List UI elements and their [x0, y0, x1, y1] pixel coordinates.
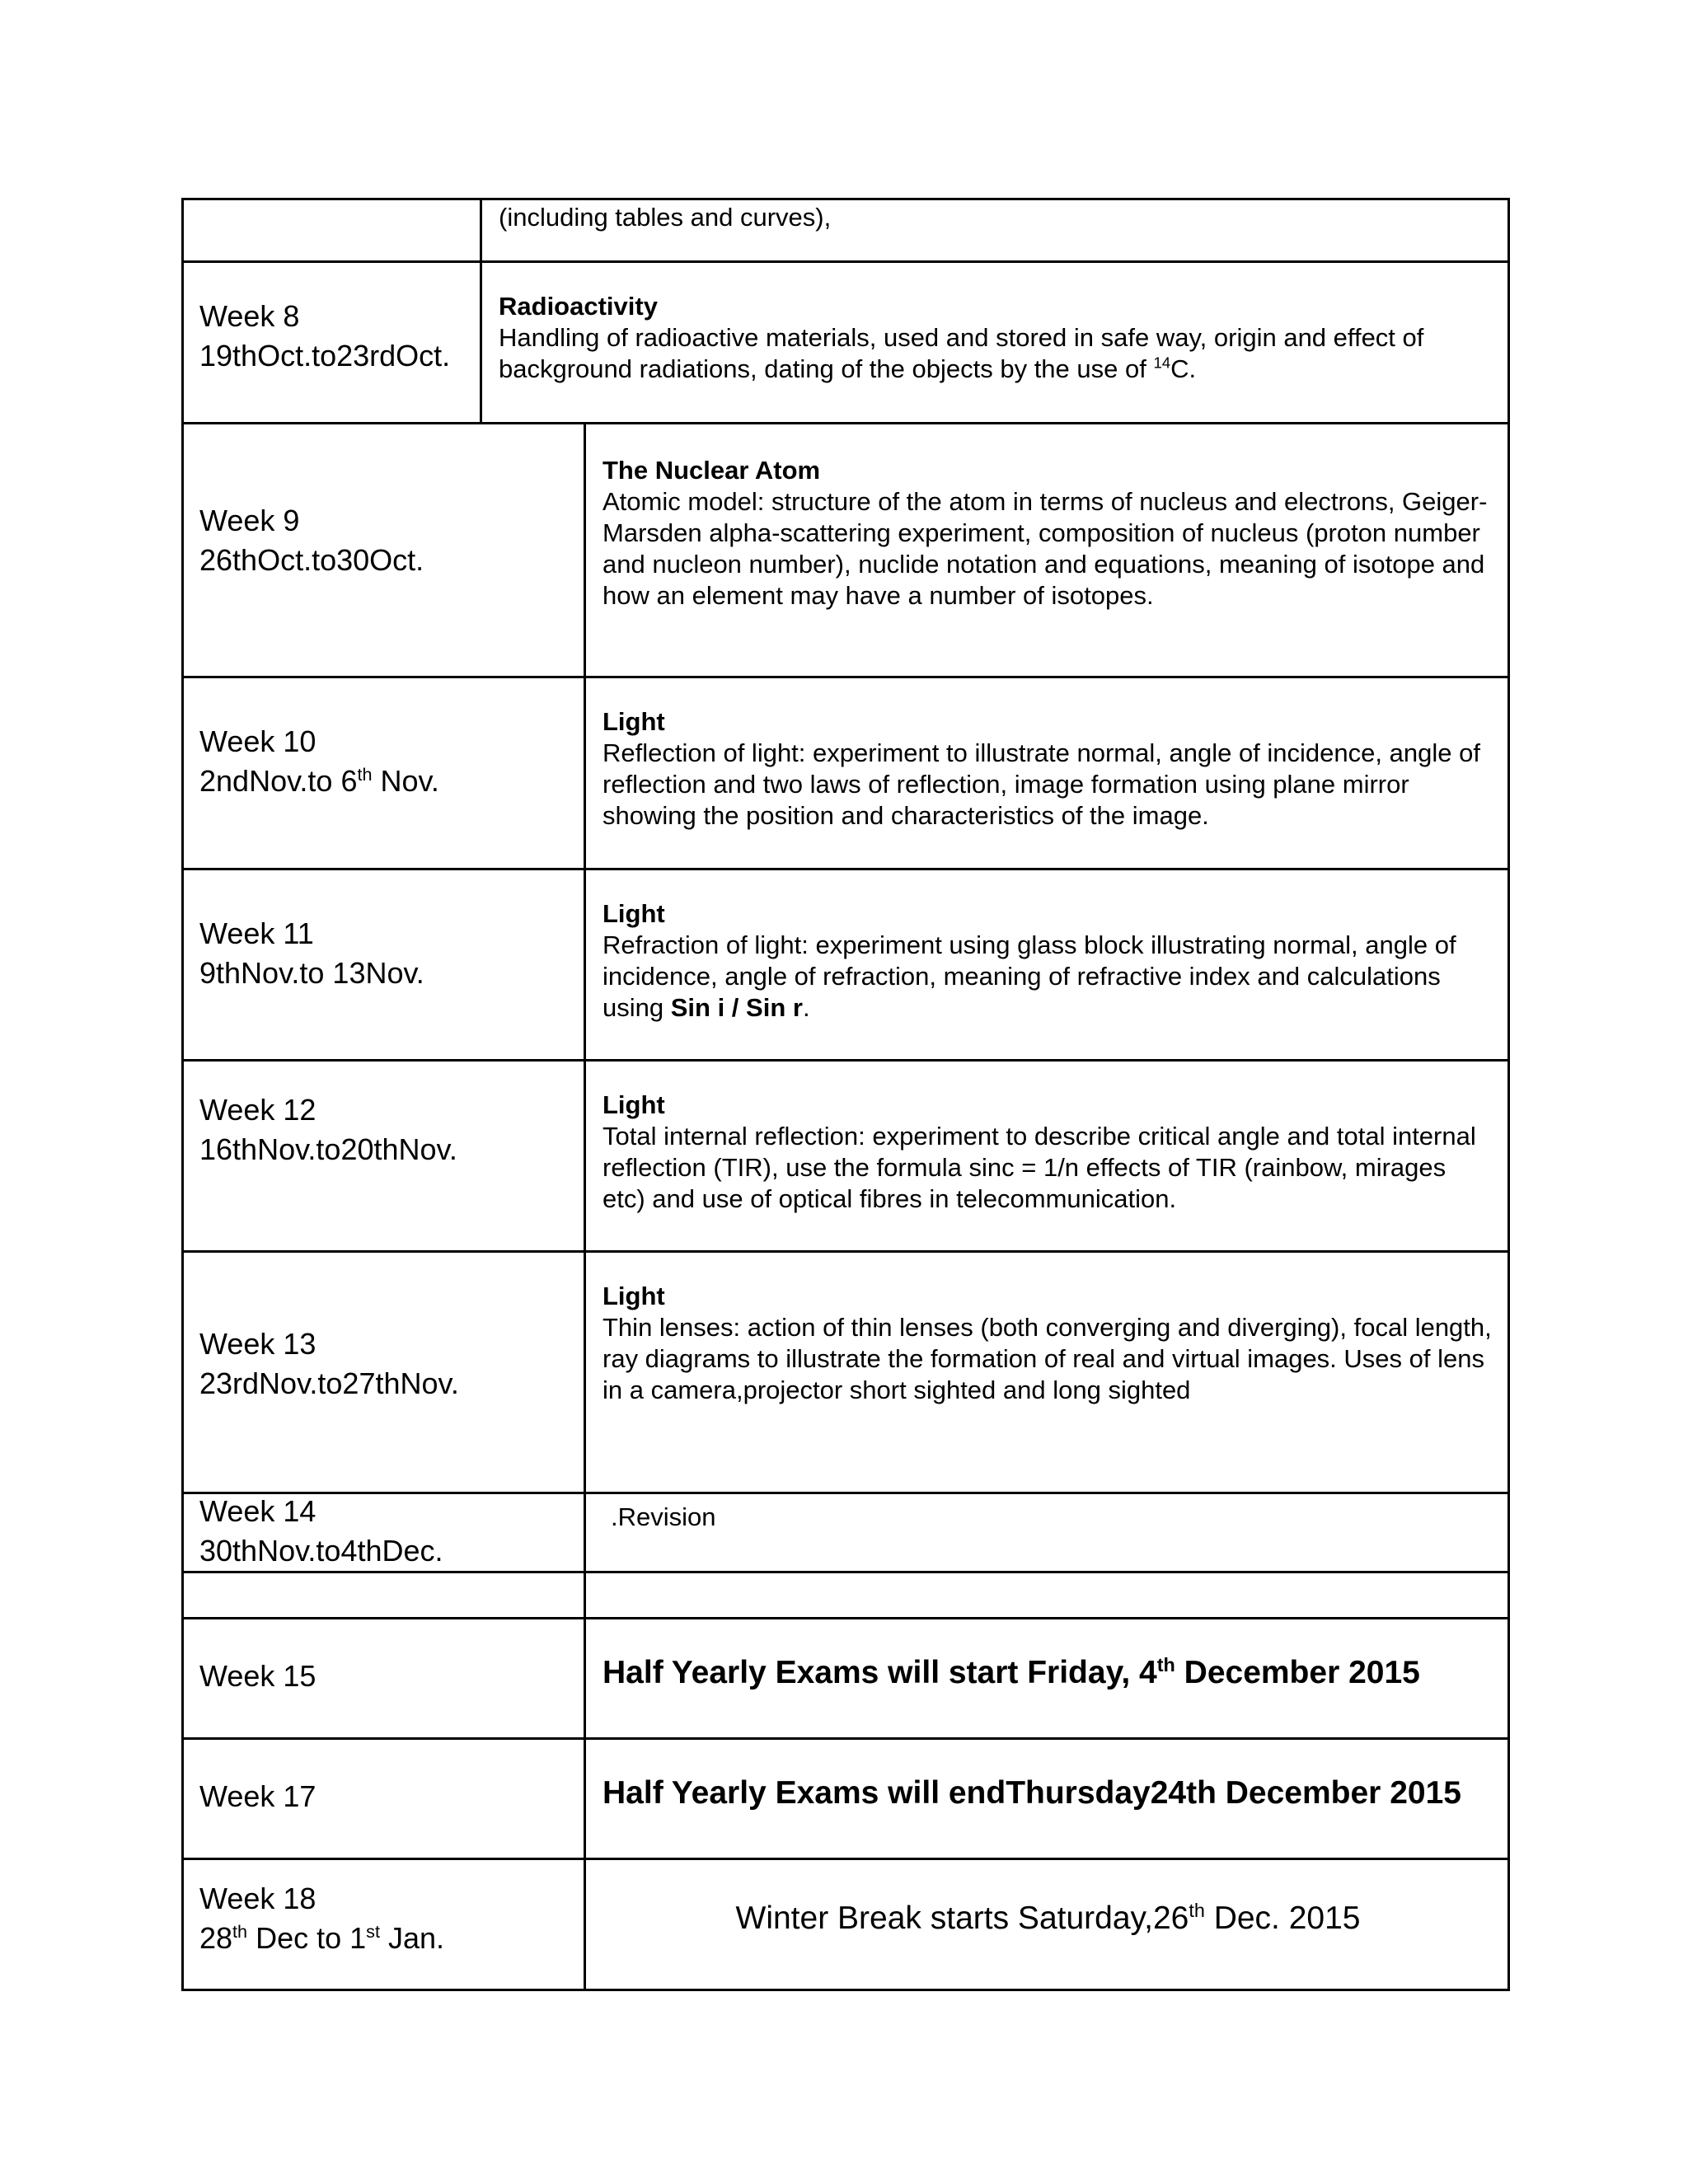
- week-dates: 23rdNov.to27thNov.: [199, 1366, 459, 1400]
- week-dates: 9thNov.to 13Nov.: [199, 956, 424, 990]
- topic-text: Atomic model: structure of the atom in terms of nucleus and electrons, Geiger-Marsden alpha-scattering experiment, composition of nucleus (proton number and nucleon number), nuclide notation and equations, meaning of isotope and how an element may have a number of isotopes.: [603, 487, 1488, 610]
- week-dates: 26thOct.to30Oct.: [199, 543, 424, 577]
- topic-cell: [586, 1492, 1510, 1571]
- week-label: Week 15: [199, 1659, 316, 1693]
- table-row: [181, 422, 1510, 676]
- topic-title: Light: [603, 1090, 665, 1119]
- topic-text: .Revision: [611, 1502, 716, 1531]
- topic-cell: [586, 676, 1510, 868]
- week-label: Week 17: [199, 1779, 316, 1813]
- topic-title: Light: [603, 1282, 665, 1310]
- topic-cell: [586, 868, 1510, 1059]
- column-divider: [584, 1571, 586, 1617]
- topic-text: Reflection of light: experiment to illustrate normal, angle of incidence, angle of reflection and two laws of reflection, image formation using plane mirror showing the position and characteristics of the image.: [603, 738, 1480, 830]
- week-dates: 28th Dec to 1st Jan.: [199, 1921, 444, 1955]
- week-cell: [181, 1492, 584, 1571]
- week-dates: 16thNov.to20thNov.: [199, 1132, 457, 1166]
- exam-start-notice: Half Yearly Exams will start Friday, 4th December 2015: [603, 1654, 1420, 1690]
- table-row: [181, 1617, 1510, 1737]
- table-row: [181, 1250, 1510, 1492]
- topic-cell: [586, 1250, 1510, 1492]
- topic-text: (including tables and curves),: [499, 203, 832, 232]
- week-label: Week 8: [199, 299, 300, 333]
- topic-cell: [482, 260, 1510, 422]
- topic-title: Light: [603, 899, 665, 928]
- week-cell: [181, 1858, 584, 1991]
- table-row: [181, 676, 1510, 868]
- table-row: [181, 868, 1510, 1059]
- week-cell: [181, 1737, 584, 1858]
- topic-text: Handling of radioactive materials, used and stored in safe way, origin and effect of background radiations, dating of the objects by the use of $^{14}$C.: [499, 323, 1424, 383]
- week-cell: [181, 1059, 584, 1250]
- week-dates: 30thNov.to4thDec.: [199, 1534, 443, 1568]
- topic-text: Thin lenses: action of thin lenses (both converging and diverging), focal length, ray diagrams to illustrate the formation of real and virtual images. Uses of lens in a camera,projector short sighted and long sighted: [603, 1313, 1492, 1404]
- week-label: Week 18: [199, 1882, 316, 1915]
- table-row: [181, 1858, 1510, 1991]
- week-label: Week 11: [199, 916, 314, 950]
- week-label: Week 10: [199, 724, 316, 758]
- week-cell: [181, 1250, 584, 1492]
- week-label: Week 12: [199, 1093, 316, 1127]
- week-cell: [181, 422, 584, 676]
- exam-end-notice: Half Yearly Exams will endThursday24th December 2015: [603, 1775, 1461, 1811]
- winter-break-notice: Winter Break starts Saturday,26th Dec. 2015: [735, 1900, 1361, 1936]
- week-label: Week 9: [199, 504, 300, 537]
- topic-cell: [586, 1059, 1510, 1250]
- week-label: Week 13: [199, 1327, 316, 1361]
- table-row: [181, 1737, 1510, 1858]
- week-cell: [181, 260, 480, 422]
- week-cell: [181, 1617, 584, 1737]
- topic-text: Refraction of light: experiment using glass block illustrating normal, angle of incidence, angle of refraction, meaning of refractive index and calculations using Sin i / Sin r.: [603, 930, 1456, 1022]
- week-cell: [181, 868, 584, 1059]
- topic-cell: [482, 198, 1510, 260]
- table-row: [181, 1059, 1510, 1250]
- table-row: [181, 1571, 1510, 1617]
- topic-title: Light: [603, 707, 665, 736]
- topic-cell: [586, 422, 1510, 676]
- topic-title: The Nuclear Atom: [603, 456, 821, 485]
- topic-title: Radioactivity: [499, 292, 658, 321]
- week-dates: 19thOct.to23rdOct.: [199, 339, 451, 373]
- week-label: Week 14: [199, 1494, 316, 1528]
- table-row: [181, 198, 1510, 260]
- table-row: [181, 1492, 1510, 1571]
- schedule-table: [181, 198, 1510, 1991]
- week-cell: [181, 676, 584, 868]
- table-row: [181, 260, 1510, 422]
- topic-text: Total internal reflection: experiment to describe critical angle and total internal reflection (TIR), use the formula sinc = 1/n effects of TIR (rainbow, mirages etc) and use of optical fibres in telecommunication.: [603, 1122, 1476, 1213]
- week-dates: 2ndNov.to 6th Nov.: [199, 764, 439, 798]
